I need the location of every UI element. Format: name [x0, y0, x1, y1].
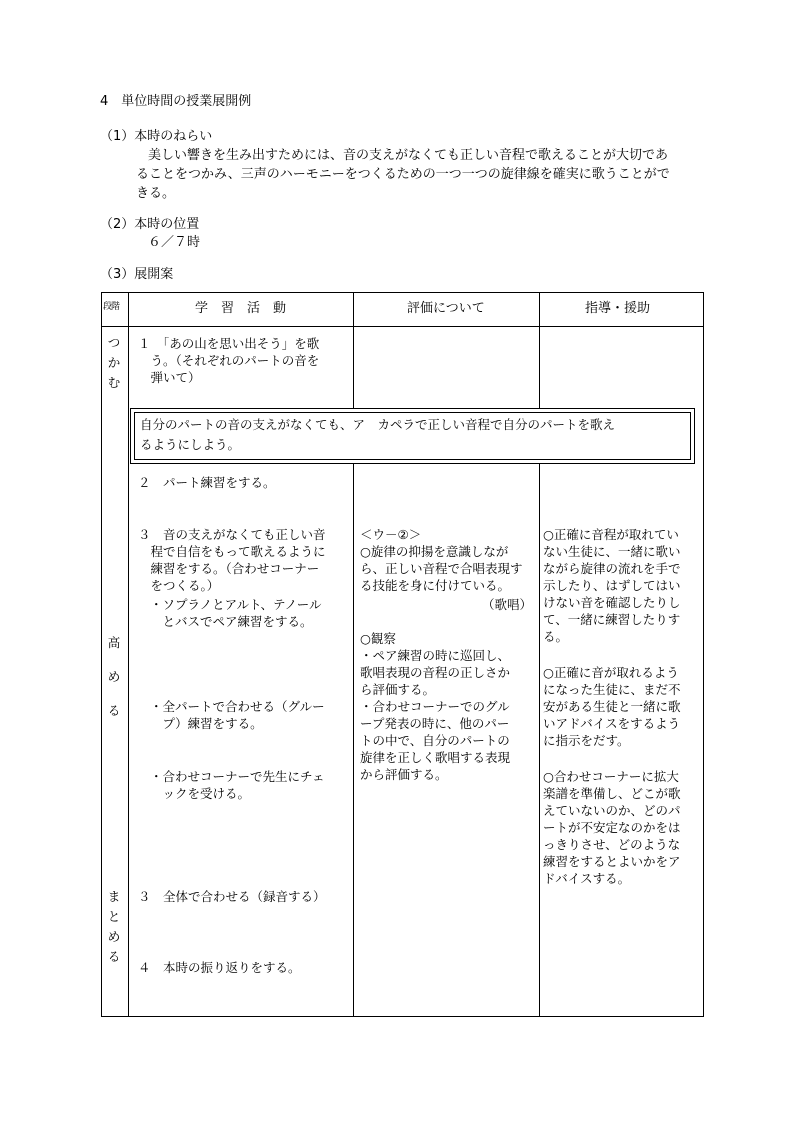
stage-takameru: 高 め る — [107, 635, 121, 718]
evaluation-2: ○観察 ・ペア練習の時に巡回し、 歌唱表現の音程の正しさか ら評価する。 ・合わせコーナーでのグル ープ発表の時に、他のパー トの中で、自分のパートの 旋律を正しく歌唱する表現 から評価する。 — [360, 631, 511, 782]
goal-text: 自分のパートの音の支えがなくても、ア カペラで正しい音程で自分のパートを歌え るようにしよう。 — [140, 417, 616, 452]
aim-line-3: きる。 — [136, 186, 176, 201]
activity-3-sub-2: ・全パートで合わせる（グルー プ）練習をする。 — [150, 699, 325, 731]
guidance-2: ○正確に音が取れるよう になった生徒に、まだ不 安がある生徒と一緒に歌 いアドバイスをするよう に指示をだす。 — [543, 665, 681, 748]
aim-line-2: ることをつかみ、三声のハーモニーをつくるための一つ一つの旋律線を確実に歌うことがで — [136, 167, 670, 182]
stage-tsukamu: つ か む — [107, 335, 121, 390]
header-divider — [101, 326, 704, 327]
col-header-stage: 段階 — [103, 302, 120, 312]
guidance-1: ○正確に音程が取れてい ない生徒に、一緒に歌い ながら旋律の流れを手で 示したり、はずしてはい けない音を確認したりし て、一緒に練習したりす る。 — [543, 527, 681, 644]
evaluation-1: ＜ウ－②＞ ○旋律の抑揚を意識しなが ら、正しい音程で合唱表現す る技能を身に付けている。 — [360, 527, 523, 593]
section-title: 4 単位時間の授業展開例 — [100, 94, 252, 109]
activity-2: ２ パート練習をする。 — [138, 475, 276, 490]
col-header-evaluation: 評価について — [407, 301, 485, 316]
activity-5: ４ 本時の振り返りをする。 — [138, 960, 301, 975]
goal-box — [130, 408, 695, 464]
aim-heading: （1）本時のねらい — [100, 129, 213, 144]
stage-matomeru: ま と め る — [107, 889, 121, 964]
activity-3-sub-1: ・ソプラノとアルト、テノール とバスでペア練習をする。 — [150, 597, 322, 629]
col-header-guidance: 指導・援助 — [585, 301, 651, 316]
col-divider-2 — [353, 292, 354, 1017]
col-header-activity: 学 習 活 動 — [195, 301, 287, 316]
activity-4: ３ 全体で合わせる（録音する） — [138, 889, 326, 904]
evaluation-1-tag: （歌唱） — [482, 597, 533, 612]
position-heading: （2）本時の位置 — [100, 217, 200, 232]
position-value: ６／７時 — [148, 235, 201, 250]
activity-3-sub-3: ・合わせコーナーで先生にチェ ックを受ける。 — [150, 769, 325, 801]
activity-3: ３ 音の支えがなくても正しい音 程で自信をもって歌えるように 練習をする。（合わせコーナー をつくる。） — [138, 527, 326, 593]
col-divider-3 — [539, 292, 540, 1017]
guidance-3: ○合わせコーナーに拡大 楽譜を準備し、どこが歌 えていないのか、どのパ ートが不安定なのかをは っきりさせ、どのような 練習をするとよいかをア ドバイスする。 — [543, 769, 681, 886]
col-divider-1 — [128, 292, 129, 1017]
plan-heading: （3）展開案 — [100, 267, 174, 282]
aim-line-1: 美しい響きを生み出すためには、音の支えがなくても正しい音程で歌えることが大切であ — [148, 148, 669, 163]
activity-1: １ 「あの山を思い出そう」を歌 う。（それぞれのパートの音を 弾いて） — [138, 336, 320, 385]
